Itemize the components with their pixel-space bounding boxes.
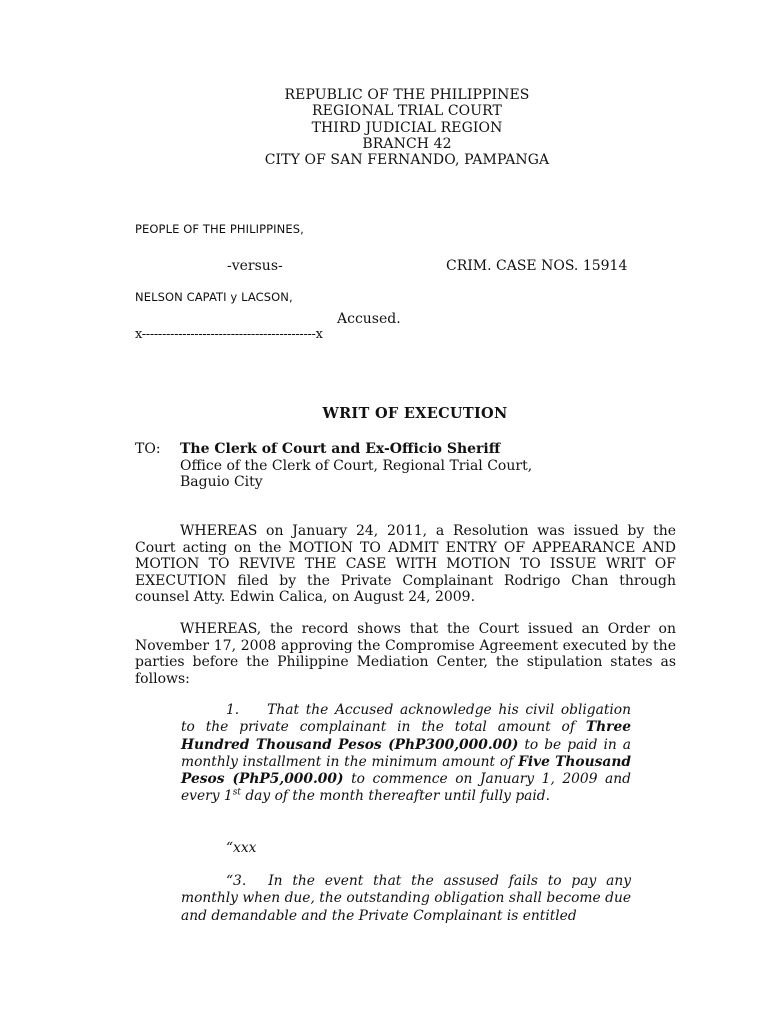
addressee-city: Baguio City bbox=[180, 474, 263, 490]
stipulation-text-d: day of the month thereafter until fully paid. bbox=[245, 788, 551, 805]
stipulation-amount-total: Three Hundred Thousand Pesos (PhP300,000.00) bbox=[181, 719, 631, 753]
stipulation-text-a: That the Accused acknowledge his civil obligation to the private complainant in the total amount of bbox=[181, 702, 631, 736]
stipulation-3-text: In the event that the assused fails to pay any monthly when due, the outstanding obligation shall become due and demandable and the Private Complainant is entitled bbox=[181, 873, 631, 924]
caption-divider: x-------------------------------------------x bbox=[135, 327, 323, 342]
stipulation-text-b: to be paid in a monthly installment in the minimum amount of bbox=[181, 736, 632, 770]
to-label: TO: bbox=[135, 441, 161, 457]
accused-name: NELSON CAPATI y LACSON, bbox=[135, 290, 293, 304]
document-title: WRIT OF EXECUTION bbox=[322, 405, 508, 422]
header-city: CITY OF SAN FERNANDO, PAMPANGA bbox=[264, 152, 550, 169]
quoted-stipulation-1 bbox=[181, 702, 631, 806]
plaintiff-name: PEOPLE OF THE PHILIPPINES, bbox=[135, 222, 304, 236]
stipulation-number: 1. bbox=[226, 702, 240, 718]
stipulation-3-number: “3. bbox=[226, 873, 247, 889]
header-branch: BRANCH 42 bbox=[362, 135, 452, 152]
stipulation-sup: st bbox=[232, 787, 241, 798]
header-republic: REPUBLIC OF THE PHILIPPINES bbox=[284, 87, 530, 103]
whereas-paragraph-1: WHEREAS on January 24, 2011, a Resolution was issued by the Court acting on the MOTION TO ADMIT ENTRY OF APPEARANCE AND MOTION TO REVIVE THE CASE WITH MOTION TO ISSUE WRIT OF EXECUTION filed by the Private Complainant Rodrigo Chan through counsel Atty. Edwin Calica, on August 24, 2009. bbox=[135, 523, 676, 605]
quoted-stipulation-3 bbox=[181, 873, 631, 925]
accused-label: Accused. bbox=[337, 311, 401, 327]
header-region: THIRD JUDICIAL REGION bbox=[311, 119, 503, 136]
stipulation-text-c: to commence on January 1, 2009 and every 1 bbox=[181, 771, 631, 805]
addressee-name: The Clerk of Court and Ex-Officio Sheriff bbox=[180, 441, 501, 457]
header-court: REGIONAL TRIAL COURT bbox=[312, 103, 502, 120]
court-header bbox=[0, 87, 768, 168]
whereas-paragraph-2: WHEREAS, the record shows that the Court issued an Order on November 17, 2008 approving the Compromise Agreement executed by the parties before the Philippine Mediation Center, the stipulation states as follows: bbox=[135, 621, 676, 687]
quoted-ellipsis bbox=[181, 840, 631, 857]
case-number: CRIM. CASE NOS. 15914 bbox=[446, 258, 628, 274]
ellipsis-text: “xxx bbox=[226, 840, 257, 856]
addressee-office: Office of the Clerk of Court, Regional Trial Court, bbox=[180, 457, 533, 474]
stipulation-amount-monthly: Five Thousand Pesos (PhP5,000.00) bbox=[181, 753, 631, 788]
versus-label: -versus- bbox=[227, 258, 283, 274]
